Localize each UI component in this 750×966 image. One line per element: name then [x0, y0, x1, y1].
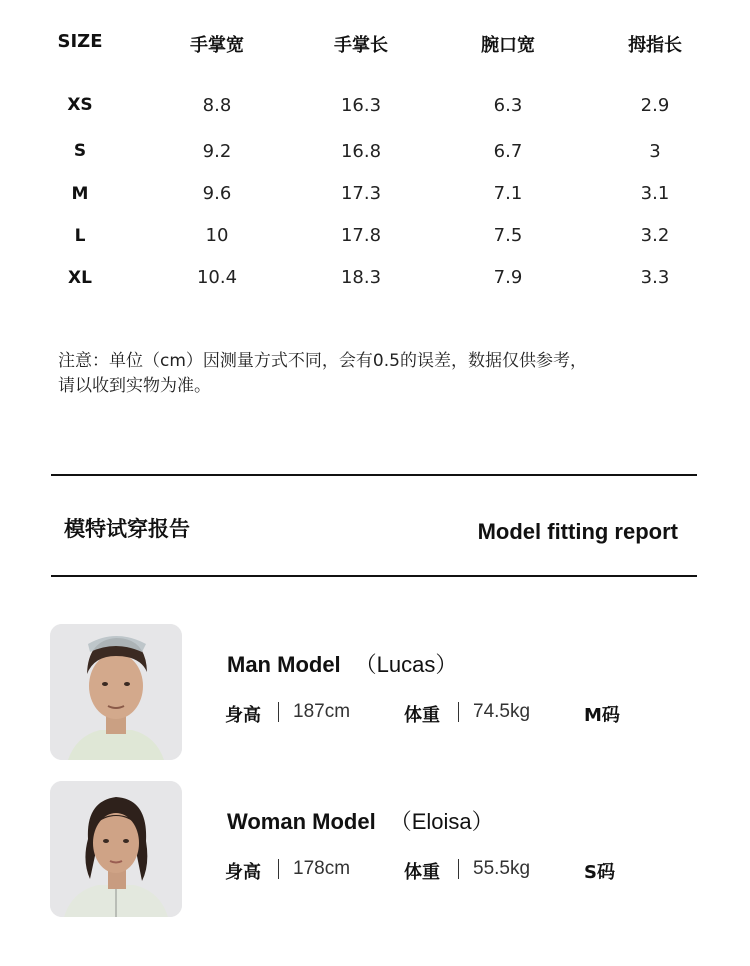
header-size: SIZE: [57, 31, 103, 52]
model-name-text: Man Model: [227, 652, 341, 677]
fitting-report-title-en: Model fitting report: [477, 519, 678, 544]
model-alias: （Lucas）: [354, 652, 458, 677]
model-card-man: [0, 624, 750, 764]
note-line-2: 请以收到实物为准。: [58, 376, 211, 396]
table-cell: 17.3: [340, 183, 382, 204]
note-line-1: 注意：单位（cm）因测量方式不同，会有0.5的误差，数据仅供参考，: [58, 351, 587, 371]
woman-model-photo: [50, 781, 182, 917]
height-label: 身高: [225, 705, 261, 726]
divider: [278, 702, 279, 722]
woman-model-name: [227, 805, 494, 836]
fitting-report-title-cn: 模特试穿报告: [64, 517, 190, 541]
measurement-note: [58, 349, 698, 399]
height-value: 178cm: [293, 858, 351, 879]
weight-label: 体重: [404, 862, 440, 883]
row-size-label: XS: [67, 95, 93, 115]
weight-label: 体重: [404, 705, 440, 726]
weight-value: 74.5kg: [473, 701, 531, 722]
man-model-photo: [50, 624, 182, 760]
table-cell: 7.1: [493, 183, 523, 204]
size-chart-table: [0, 0, 750, 310]
table-cell: 16.3: [340, 95, 382, 116]
table-cell: 3.2: [640, 225, 670, 246]
table-cell: 10: [205, 225, 229, 246]
model-name-text: Woman Model: [227, 809, 376, 834]
table-cell: 9.2: [202, 141, 232, 162]
divider: [458, 702, 459, 722]
header-thumb-length: 拇指长: [628, 35, 682, 56]
header-palm-length: 手掌长: [334, 35, 388, 56]
weight-value: 55.5kg: [473, 858, 531, 879]
section-divider-top: [51, 474, 697, 476]
row-size-label: L: [74, 226, 86, 246]
table-cell: 3.3: [640, 267, 670, 288]
height-label: 身高: [225, 862, 261, 883]
table-cell: 6.7: [493, 141, 523, 162]
table-cell: 8.8: [202, 95, 232, 116]
row-size-label: S: [73, 141, 87, 161]
divider: [278, 859, 279, 879]
table-cell: 7.5: [493, 225, 523, 246]
table-cell: 10.4: [196, 267, 238, 288]
size-tag: M码: [584, 705, 620, 726]
table-cell: 3.1: [640, 183, 670, 204]
row-size-label: M: [71, 184, 89, 204]
table-cell: 18.3: [340, 267, 382, 288]
height-value: 187cm: [293, 701, 351, 722]
table-cell: 2.9: [640, 95, 670, 116]
size-tag: S码: [584, 862, 615, 883]
man-model-name: [227, 648, 457, 679]
section-divider-bottom: [51, 575, 697, 577]
table-cell: 17.8: [340, 225, 382, 246]
table-cell: 7.9: [493, 267, 523, 288]
model-alias: （Eloisa）: [389, 809, 494, 834]
header-wrist-width: 腕口宽: [481, 35, 535, 56]
row-size-label: XL: [68, 268, 92, 288]
table-cell: 6.3: [493, 95, 523, 116]
table-cell: 16.8: [340, 141, 382, 162]
model-card-woman: [0, 781, 750, 921]
header-palm-width: 手掌宽: [190, 35, 244, 56]
table-cell: 9.6: [202, 183, 232, 204]
table-cell: 3: [649, 141, 661, 162]
divider: [458, 859, 459, 879]
